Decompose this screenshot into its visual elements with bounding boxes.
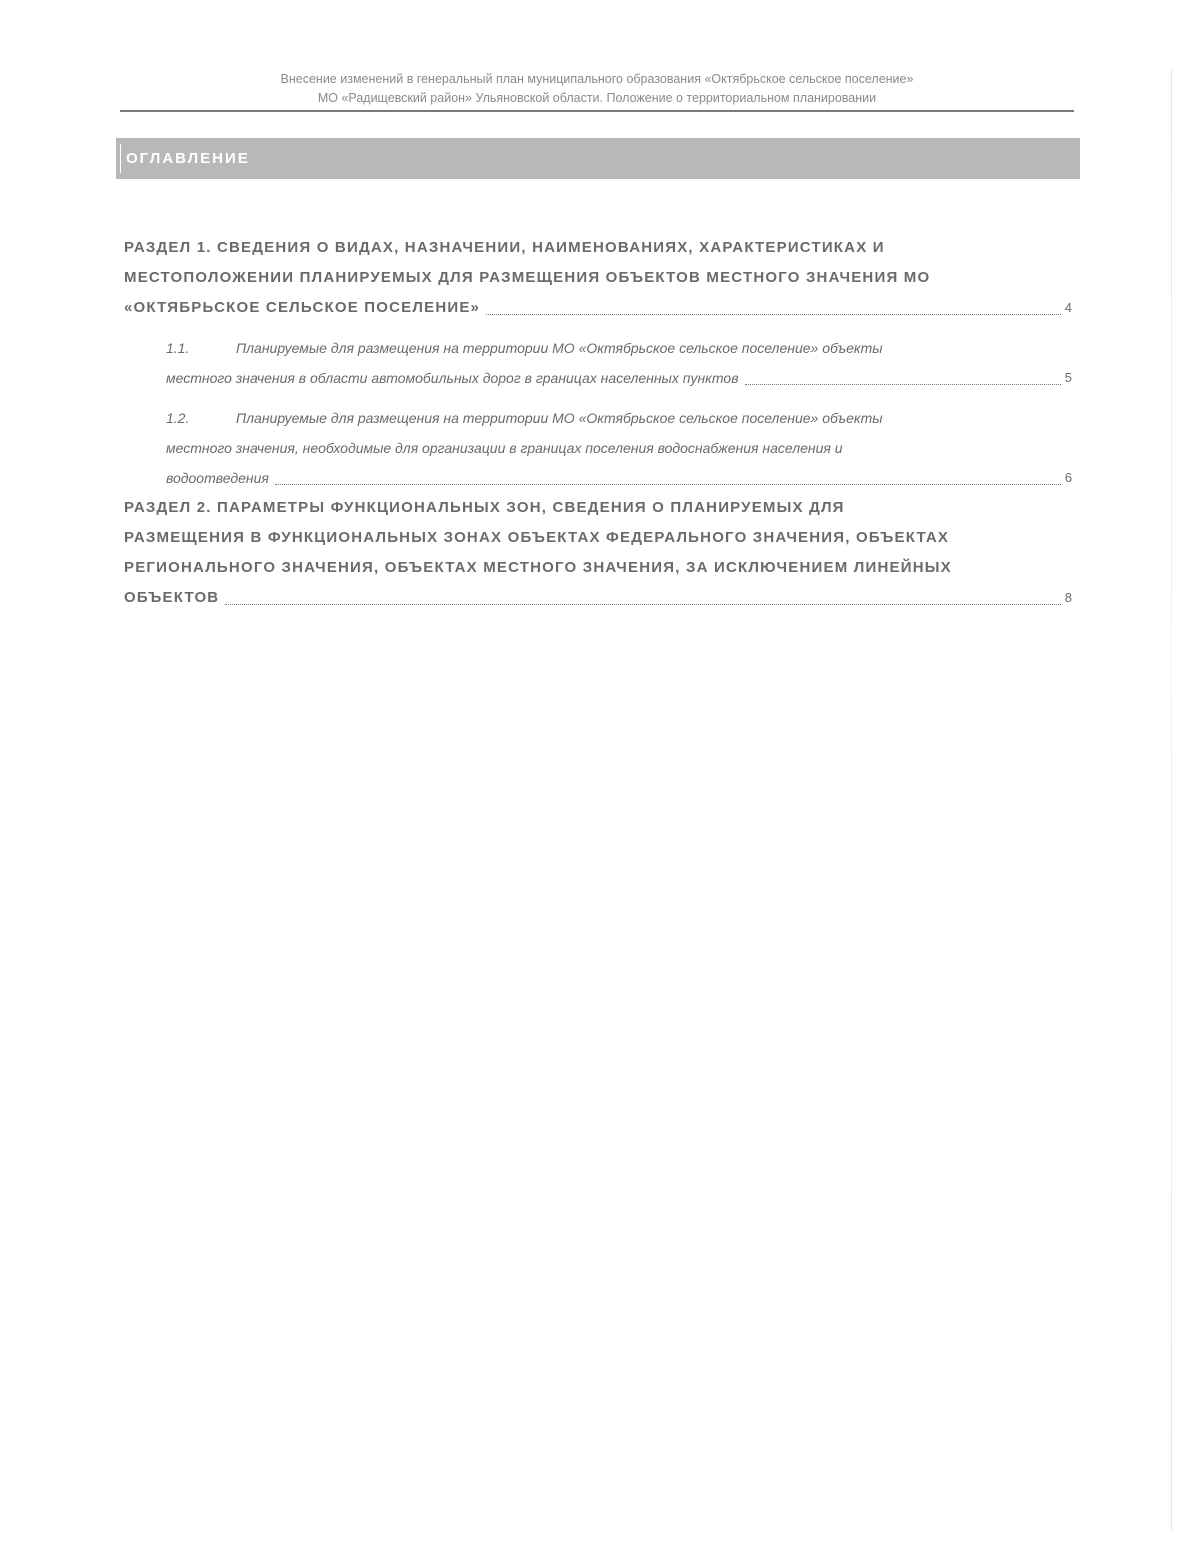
toc-entry-line: ОБЪЕКТОВ [124, 589, 220, 606]
toc-entry-line: РЕГИОНАЛЬНОГО ЗНАЧЕНИЯ, ОБЪЕКТАХ МЕСТНОГО ЗНАЧЕНИЯ, ЗА ИСКЛЮЧЕНИЕМ ЛИНЕЙНЫХ [124, 559, 952, 576]
toc-entry-line: МЕСТОПОЛОЖЕНИИ ПЛАНИРУЕМЫХ ДЛЯ РАЗМЕЩЕНИЯ ОБЪЕКТОВ МЕСТНОГО ЗНАЧЕНИЯ МО [124, 269, 931, 286]
toc-banner [116, 138, 1080, 179]
dot-leader [275, 484, 1061, 485]
dot-leader [225, 604, 1060, 605]
dot-leader [745, 384, 1061, 385]
toc-entry-line: местного значения, необходимые для организации в границах поселения водоснабжения населения и [166, 440, 843, 456]
page-number: 4 [1064, 300, 1072, 315]
toc-entry-line: Планируемые для размещения на территории МО «Октябрьское сельское поселение» объекты [236, 410, 883, 426]
toc-entry-line: «ОКТЯБРЬСКОЕ СЕЛЬСКОЕ ПОСЕЛЕНИЕ» [124, 299, 481, 316]
toc-entry-line: РАЗДЕЛ 2. ПАРАМЕТРЫ ФУНКЦИОНАЛЬНЫХ ЗОН, СВЕДЕНИЯ О ПЛАНИРУЕМЫХ ДЛЯ [124, 499, 845, 516]
toc-entry-section-1[interactable] [124, 233, 1072, 323]
scan-edge-line [1171, 70, 1172, 1530]
page-number: 8 [1064, 590, 1072, 605]
toc-entry-subsection-1-2[interactable] [124, 403, 1072, 493]
table-of-contents [124, 233, 1072, 613]
toc-entry-line: РАЗДЕЛ 1. СВЕДЕНИЯ О ВИДАХ, НАЗНАЧЕНИИ, НАИМЕНОВАНИЯХ, ХАРАКТЕРИСТИКАХ И [124, 239, 885, 256]
toc-entry-line: водоотведения [166, 470, 269, 486]
toc-entry-line: РАЗМЕЩЕНИЯ В ФУНКЦИОНАЛЬНЫХ ЗОНАХ ОБЪЕКТАХ ФЕДЕРАЛЬНОГО ЗНАЧЕНИЯ, ОБЪЕКТАХ [124, 529, 950, 546]
dot-leader [486, 314, 1061, 315]
running-header [120, 70, 1074, 108]
toc-entry-line: Планируемые для размещения на территории МО «Октябрьское сельское поселение» объекты [236, 340, 883, 356]
toc-title: ОГЛАВЛЕНИЕ [126, 150, 250, 167]
running-header-line-2: МО «Радищевский район» Ульяновской области. Положение о территориальном планировании [317, 91, 877, 105]
toc-entry-line: местного значения в области автомобильных дорог в границах населенных пунктов [166, 370, 739, 386]
toc-entry-subsection-1-1[interactable] [124, 333, 1072, 393]
header-divider [120, 110, 1074, 112]
page-number: 6 [1064, 470, 1072, 485]
running-header-line-1: Внесение изменений в генеральный план муниципального образования «Октябрьское сельское поселение» [280, 72, 914, 86]
toc-entry-section-2[interactable] [124, 493, 1072, 613]
subsection-number: 1.2. [166, 410, 190, 426]
subsection-number: 1.1. [166, 340, 190, 356]
page-number: 5 [1064, 370, 1072, 385]
